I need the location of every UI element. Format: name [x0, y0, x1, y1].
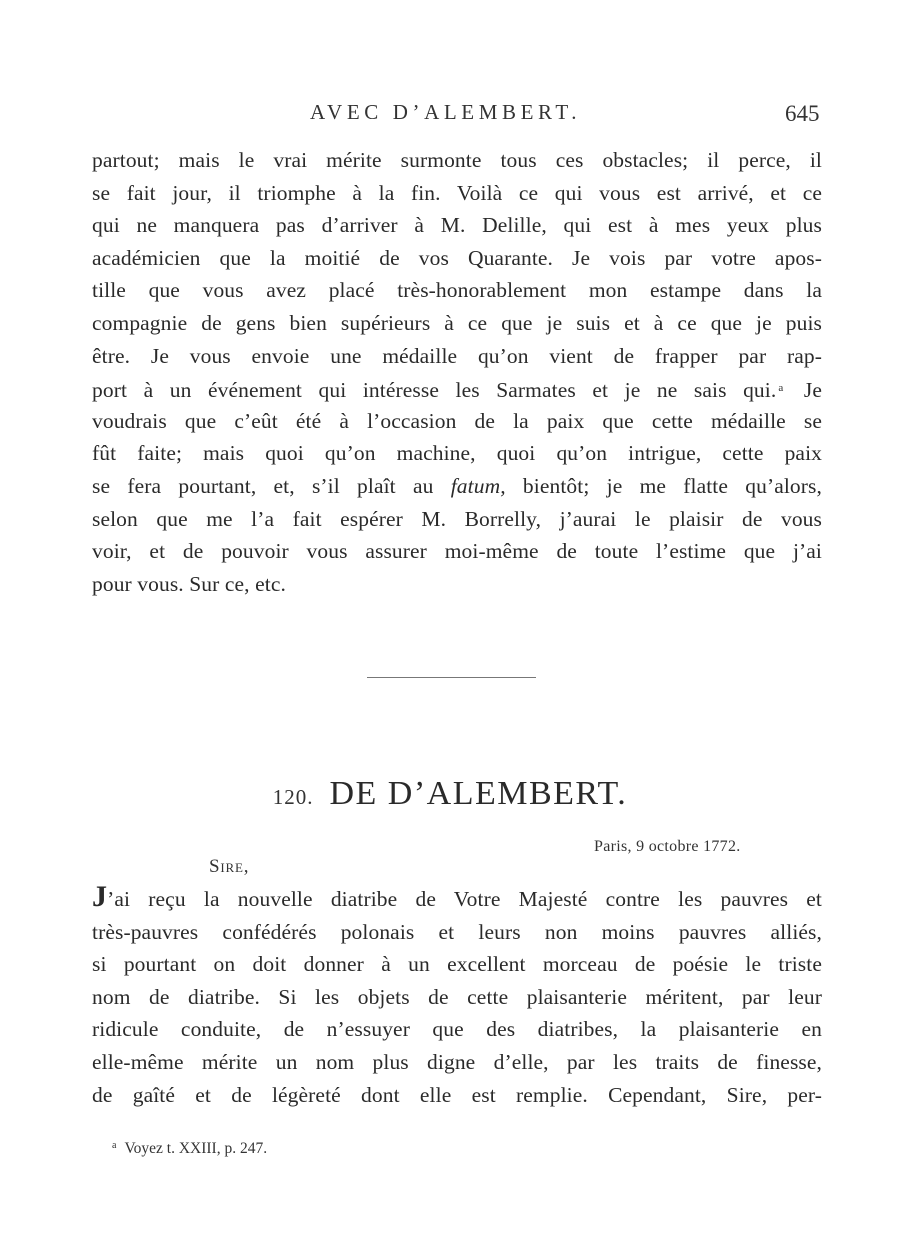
text-segment: ’ai reçu la nouvelle diatribe de Votre Majesté contre les pauvres et — [107, 887, 822, 911]
text-line: académicien que la moitié de vos Quarante. Je vois par votre apos- — [92, 245, 822, 270]
text-line: se fait jour, il triomphe à la fin. Voilà ce qui vous est arrivé, et ce — [92, 180, 822, 205]
footnote — [112, 1140, 267, 1158]
letter-number: 120. — [272, 785, 314, 809]
text-line-last: pour vous. Sur ce, etc. — [92, 571, 286, 596]
drop-cap: J — [92, 880, 108, 913]
footnote-mark: a — [112, 1140, 117, 1151]
text-line: elle-même mérite un nom plus digne d’elle, par les traits de finesse, — [92, 1049, 822, 1074]
running-head — [0, 100, 900, 132]
text-line: partout; mais le vrai mérite surmonte tous ces obstacles; il perce, il — [92, 148, 822, 172]
text-line: ridicule conduite, de n’essuyer que des diatribes, la plaisanterie en — [92, 1017, 822, 1042]
text-line: être. Je vous envoie une médaille qu’on vient de frapper par rap- — [92, 343, 822, 368]
text-line: voir, et de pouvoir vous assurer moi-même de toute l’estime que j’ai — [92, 539, 822, 564]
text-line-with-italic — [92, 470, 822, 503]
text-line: très-pauvres confédérés polonais et leurs non moins pauvres alliés, — [92, 919, 822, 944]
footnote-text: Voyez t. XXIII, p. 247. — [124, 1140, 268, 1157]
letter-120-body — [92, 880, 822, 1111]
letter-dateline: Paris, 9 octobre 1772. — [594, 838, 741, 855]
text-line: fût faite; mais quoi qu’on machine, quoi qu’on intrigue, cette paix — [92, 441, 822, 466]
text-line: selon que me l’a fait espérer M. Borrelly, j’aurai le plaisir de vous — [92, 506, 822, 531]
text-line-first — [92, 880, 822, 916]
text-line: nom de diatribe. Si les objets de cette plaisanterie méritent, par leur — [92, 984, 822, 1009]
text-line: voudrais que c’eût été à l’occasion de la paix que cette médaille se — [92, 408, 822, 433]
text-line: de gaîté et de légèreté dont elle est remplie. Cependant, Sire, per- — [92, 1082, 822, 1107]
text-segment: Je — [803, 378, 822, 403]
letter-salutation: Sire, — [209, 856, 250, 877]
section-divider-rule — [367, 677, 536, 678]
letter-title: DE D’ALEMBERT. — [329, 775, 628, 812]
running-title: AVEC D’ALEMBERT. — [310, 100, 582, 124]
text-line: compagnie de gens bien supérieurs à ce que je suis et à ce que je puis — [92, 310, 822, 335]
text-segment: se fera pourtant, et, s’il plaît au — [92, 473, 434, 498]
letter-119-continuation — [92, 144, 822, 600]
italic-word-fatum: fatum, — [450, 473, 506, 498]
text-line: tille que vous avez placé très-honorablement mon estampe dans la — [92, 278, 822, 303]
text-line-with-footnote-mark — [92, 372, 822, 405]
text-segment: port à un événement qui intéresse les Sarmates et je ne sais qui. — [92, 378, 777, 403]
page-number: 645 — [785, 101, 820, 126]
text-segment: bientôt; je me flatte qu’alors, — [522, 473, 822, 498]
letter-heading — [0, 775, 900, 813]
text-line: qui ne manquera pas d’arriver à M. Delille, qui est à mes yeux plus — [92, 213, 822, 238]
footnote-reference-mark[interactable]: a — [778, 382, 784, 395]
text-line: si pourtant on doit donner à un excellent morceau de poésie le triste — [92, 952, 822, 977]
